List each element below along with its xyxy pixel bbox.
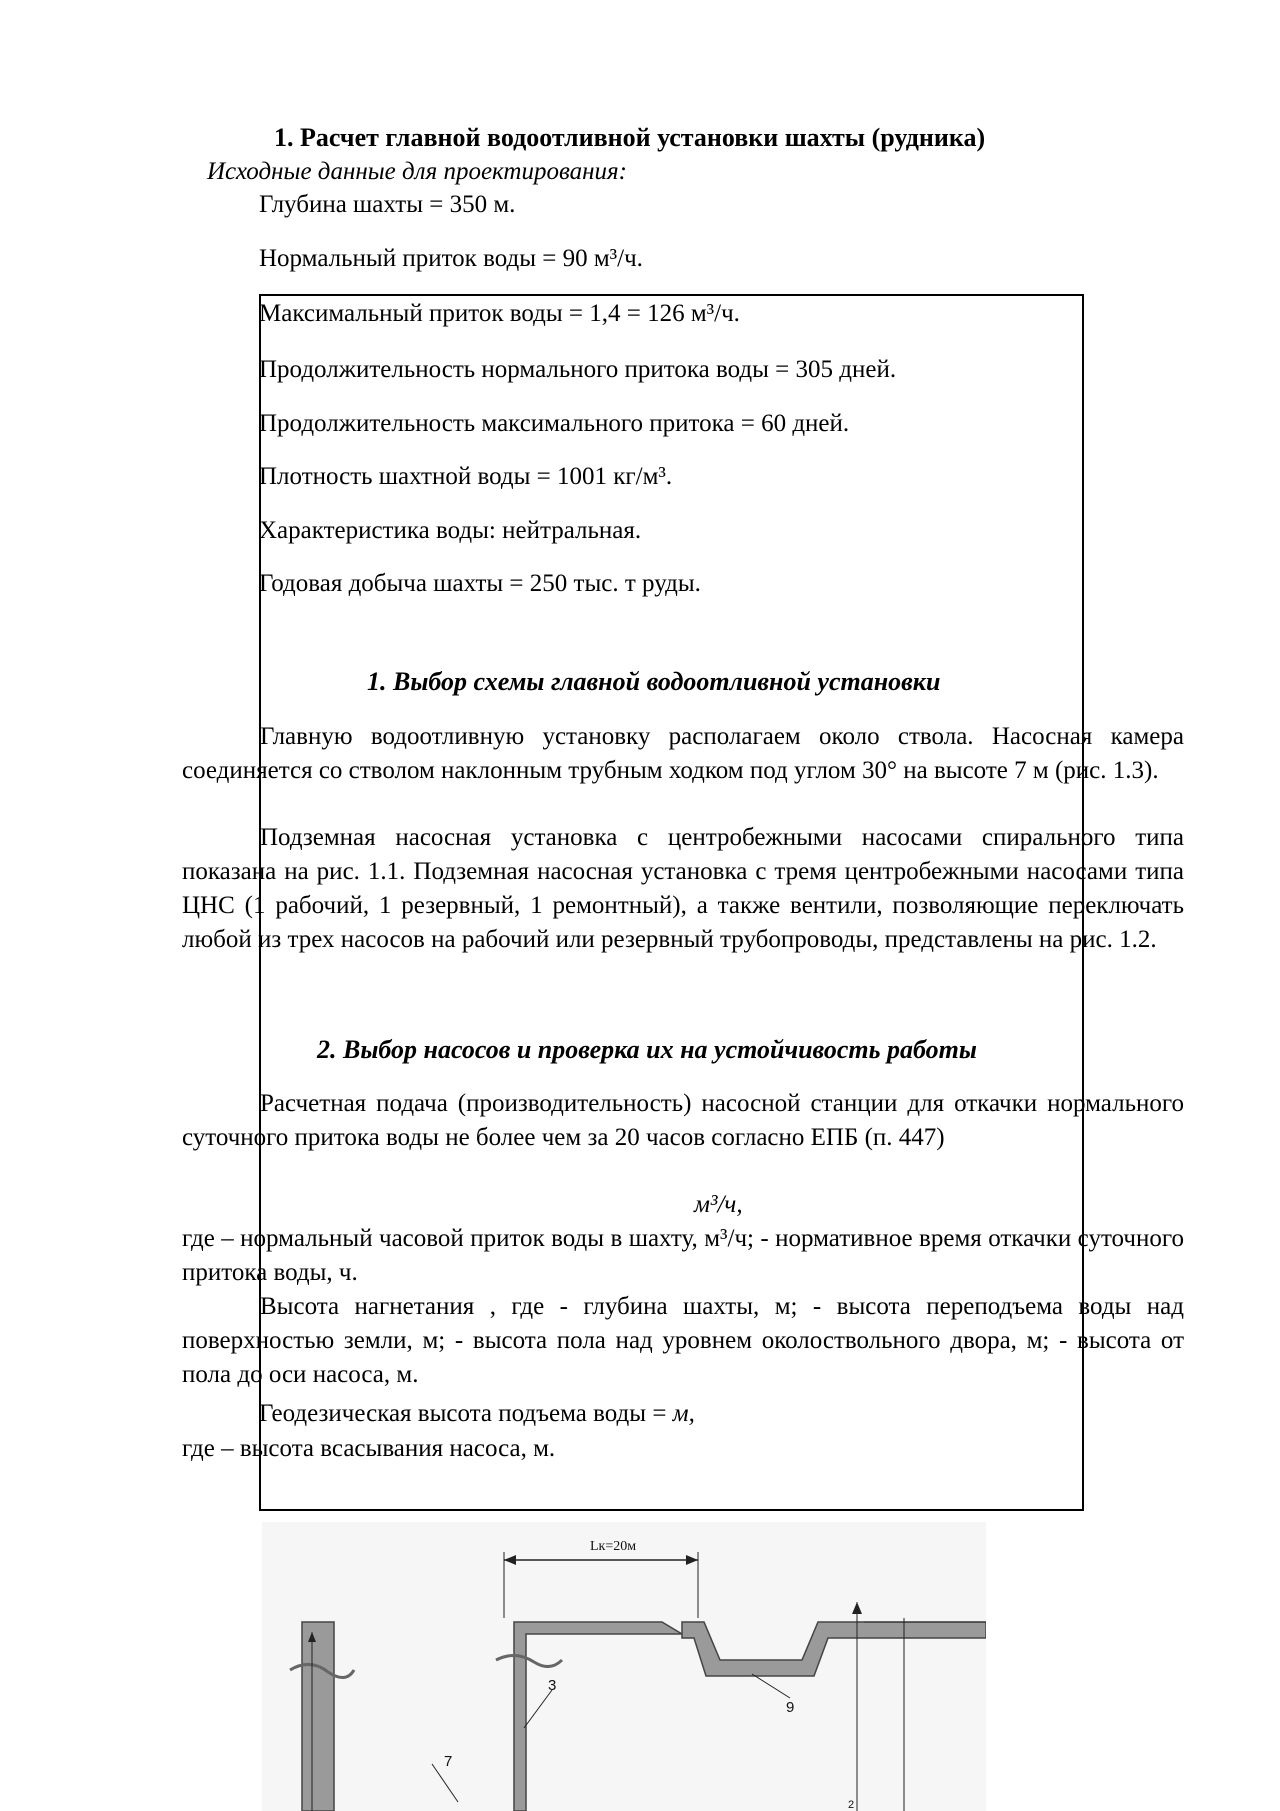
data-line-shaft-depth: Глубина шахты = 350 м. xyxy=(259,191,516,218)
callout-9: 9 xyxy=(786,1699,795,1716)
section1-title: 1. Выбор схемы главной водоотливной установки xyxy=(367,667,941,696)
section2-paragraph-5: где – высота всасывания насоса, м. xyxy=(182,1435,556,1462)
data-line-water-character: Характеристика воды: нейтральная. xyxy=(259,517,642,544)
callout-3: 3 xyxy=(548,1677,557,1694)
data-line-normal-duration: Продолжительность нормального притока воды = 305 дней. xyxy=(259,356,897,383)
shaft-left-wall xyxy=(302,1622,334,1811)
section2-paragraph-4 xyxy=(259,1397,695,1431)
section2-title: 2. Выбор насосов и проверка их на устойчивость работы xyxy=(317,1035,977,1064)
pump-station-figure xyxy=(262,1522,986,1811)
callout-7: 7 xyxy=(444,1753,453,1770)
document-heading: 1. Расчет главной водоотливной установки шахты (рудника) xyxy=(274,123,986,152)
section2-paragraph-1: Расчетная подача (производительность) насосной станции для откачки нормального суточного притока воды не более чем за 20 часов согласно ЕПБ (п. 447) xyxy=(182,1090,1184,1151)
data-line-max-inflow: Максимальный приток воды = 1,4 = 126 м³/ч. xyxy=(259,300,740,327)
data-line-max-duration: Продолжительность максимального притока = 60 дней. xyxy=(259,410,850,437)
section2-paragraph-3: Высота нагнетания , где - глубина шахты, м; - высота переподъема воды над поверхностью земли, м; - высота пола над уровнем околоствольного двора, м; - высота от пола до оси насоса, м. xyxy=(182,1293,1184,1388)
geodesic-height-unit: м, xyxy=(672,1400,695,1427)
section2-paragraph-2: где – нормальный часовой приток воды в шахту, м³/ч; - нормативное время откачки суточного притока воды, ч. xyxy=(182,1225,1184,1286)
initial-data-label: Исходные данные для проектирования: xyxy=(207,158,627,185)
callout-2: 2 xyxy=(848,1799,855,1811)
figure-background xyxy=(262,1522,986,1811)
section1-paragraph-2: Подземная насосная установка с центробежными насосами спирального типа показана на рис. 1.1. Подземная насосная установка с тремя центробежными насосами типа ЦНС (1 рабочий, 1 резервный, 1 ремонтный), а также вентили, позволяющие переключать любой из трех насосов на рабочий или резервный трубопроводы, представлены на рис. 1.2. xyxy=(182,824,1184,953)
section1-paragraph-1: Главную водоотливную установку располагаем около ствола. Насосная камера соединяется со стволом наклонным трубным ходком под углом 30° на высоте 7 м (рис. 1.3). xyxy=(182,723,1184,784)
data-line-water-density: Плотность шахтной воды = 1001 кг/м³. xyxy=(259,463,673,490)
dimension-label: Lк=20м xyxy=(590,1539,637,1554)
data-line-annual-output: Годовая добыча шахты = 250 тыс. т руды. xyxy=(259,570,701,597)
data-line-normal-inflow: Нормальный приток воды = 90 м³/ч. xyxy=(259,245,643,272)
formula-unit: м³/ч, xyxy=(694,1191,743,1218)
geodesic-height-text: Геодезическая высота подъема воды = xyxy=(259,1400,673,1427)
